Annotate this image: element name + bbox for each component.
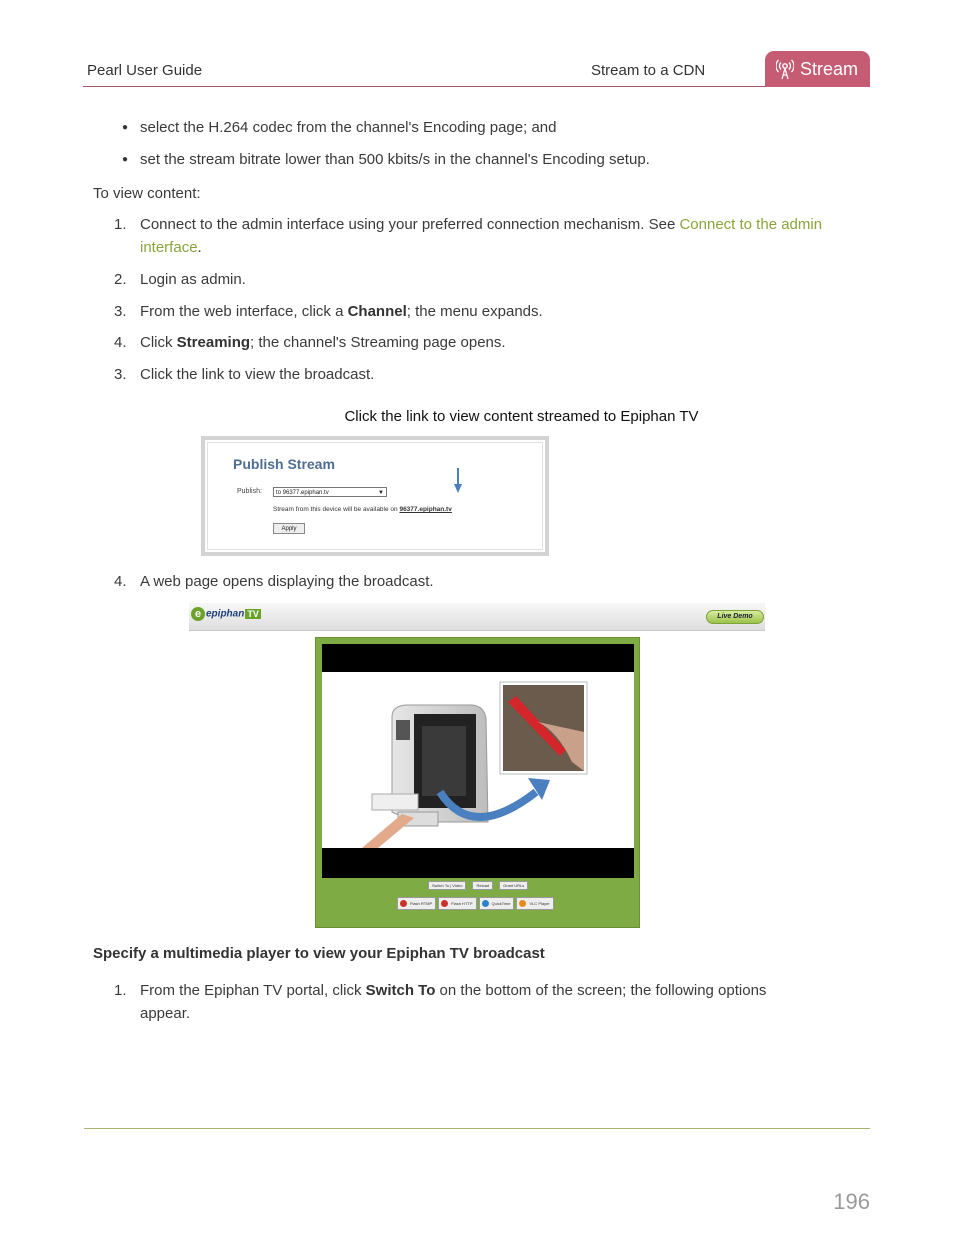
bullet-marker: ● [122,154,129,165]
step-number: 1. [114,216,127,233]
publish-select [273,487,387,497]
guide-title: Pearl User Guide [87,62,203,79]
bullet-item: set the stream bitrate lower than 500 kbits/s in the channel's Encoding setup. [140,151,650,168]
step-text [140,331,506,354]
step-text-part: Click [140,334,177,351]
step-bold: Switch To [365,982,436,999]
step-text-part: on the bottom of the screen; the following options [435,982,767,999]
publish-label: Publish: [237,488,262,495]
stream-tab [765,51,870,87]
step-number: 1. [114,982,127,999]
publish-note-text: Stream from this device will be available on [273,506,400,513]
step-number: 4. [114,334,127,351]
quicktime-icon [482,900,489,907]
epiphan-tv-header [189,603,765,631]
broadcast-stage [315,637,640,928]
publish-note [273,506,452,513]
stream-tab-label: Stream [800,58,859,79]
flash-icon [441,900,448,907]
reload-button-image: Reload [472,881,493,890]
bullet-marker: ● [122,122,129,133]
step-number: 2. [114,271,127,288]
intro-text: To view content: [93,185,201,202]
step-number: 3. [114,366,127,383]
publish-stream-title: Publish Stream [233,456,335,472]
epiphan-logo-icon: e [191,607,205,621]
player-label: VLC Player [529,901,550,906]
step-text-part: ; the menu expands. [406,303,543,320]
step-text [140,979,766,1002]
flash-rtmp-option-image [397,897,436,910]
vlc-option-image [516,897,553,910]
step-text: A web page opens displaying the broadcast. [140,573,434,590]
video-frame [322,672,634,848]
step-text-part: From the Epiphan TV portal, click [140,982,366,999]
step-text-part: From the web interface, click a [140,303,348,320]
broadcast-icon [776,58,794,80]
arrow-down-icon [453,468,463,494]
section-heading: Specify a multimedia player to view your Epiphan TV broadcast [93,945,545,962]
video-still-image [322,672,634,848]
logo-tv: TV [247,608,259,619]
quicktime-option-image [479,897,515,910]
step-text: Login as admin. [140,271,246,288]
step-text: Click the link to view the broadcast. [140,366,375,383]
flash-icon [400,900,407,907]
player-label: QuickTime [491,901,511,906]
player-options [397,897,554,908]
live-demo-button-image: Live Demo [706,610,764,624]
player-label: Flash RTMP [410,901,433,906]
publish-note-link: 96377.epiphan.tv [399,506,452,513]
connect-admin-link-cont[interactable]: interface [140,239,198,256]
section-title: Stream to a CDN [591,62,706,79]
epiphan-tv-logo [191,607,261,621]
flash-http-option-image [438,897,476,910]
footer-rule [84,1128,870,1129]
publish-stream-screenshot [201,436,549,556]
step-text-part: . [197,239,202,256]
header-rule [83,86,765,87]
vlc-icon [519,900,526,907]
step-text-part: Connect to the admin interface using your preferred connection mechanism. See [140,216,680,233]
step-text [140,300,543,323]
switch-to-button-image: Switch To | Video [428,881,466,890]
video-player [322,644,634,878]
step-text-cont [140,236,202,259]
step-number: 4. [114,573,127,590]
step-text-part: ; the channel's Streaming page opens. [250,334,506,351]
logo-text: epiphan [206,608,245,620]
switch-controls [428,881,528,888]
bullet-item: select the H.264 codec from the channel's Encoding page; and [140,119,557,136]
step-number: 3. [114,303,127,320]
figure-caption: Click the link to view content streamed to Epiphan TV [344,408,699,425]
publish-select-value: to 96377.epiphan.tv [276,490,329,496]
apply-button-image: Apply [273,523,305,534]
chevron-down-icon: ▼ [378,490,384,496]
step-text-cont: appear. [140,1005,191,1022]
grant-urls-button-image: Grant URLs [499,881,528,890]
step-bold: Streaming [176,334,251,351]
connect-admin-link[interactable]: Connect to the admin [679,216,823,233]
player-label: Flash HTTP [451,901,473,906]
page-number: 196 [833,1189,870,1214]
step-text [140,213,822,236]
step-bold: Channel [347,303,407,320]
